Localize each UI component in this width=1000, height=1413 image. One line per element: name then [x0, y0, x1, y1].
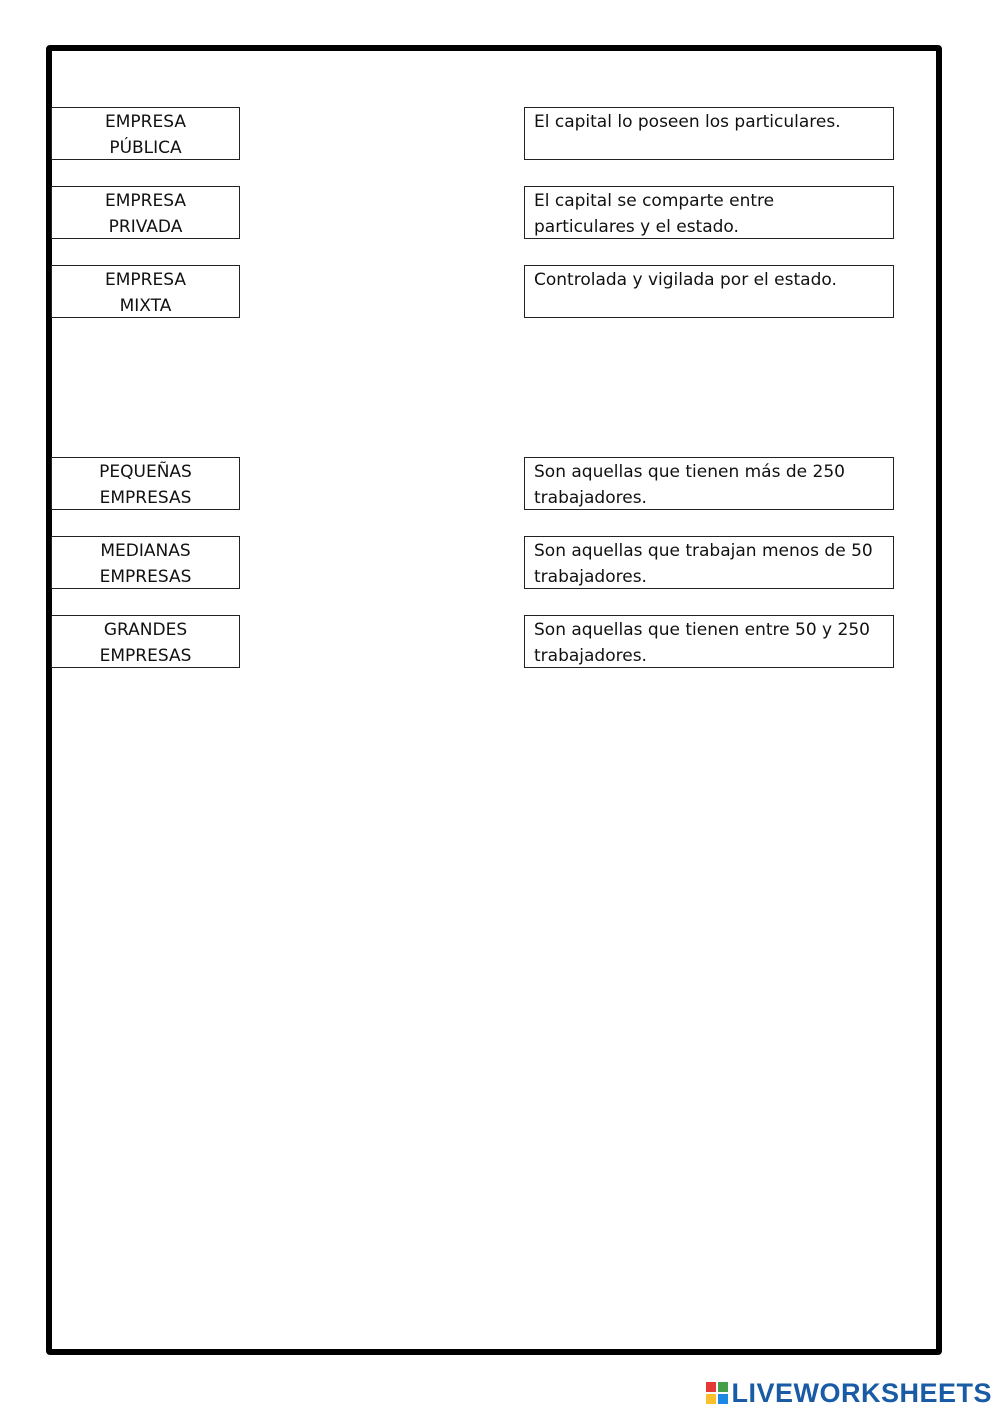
definition-box-entre-50-y-250[interactable]	[524, 615, 894, 668]
term-line: EMPRESA	[105, 270, 186, 290]
definition-line: El capital lo poseen los particulares.	[534, 112, 841, 132]
definition-line: trabajadores.	[534, 488, 647, 508]
term-box-medianas-empresas[interactable]	[51, 536, 240, 589]
term-line: PÚBLICA	[109, 138, 182, 158]
definition-line: Son aquellas que tienen entre 50 y 250	[534, 620, 870, 640]
definition-box-capital-particulares[interactable]	[524, 107, 894, 160]
logo-square	[718, 1394, 728, 1404]
term-line: EMPRESA	[105, 191, 186, 211]
definition-box-menos-de-50[interactable]	[524, 536, 894, 589]
term-line: PEQUEÑAS	[99, 462, 192, 482]
term-line: GRANDES	[103, 620, 188, 640]
definition-line: trabajadores.	[534, 646, 647, 666]
definition-line: Controlada y vigilada por el estado.	[534, 270, 837, 290]
definition-line: Son aquellas que tienen más de 250	[534, 462, 845, 482]
term-line: EMPRESA	[105, 112, 186, 132]
logo-square	[718, 1382, 728, 1392]
term-line: PRIVADA	[108, 217, 183, 237]
term-line: MIXTA	[119, 296, 172, 316]
term-box-empresa-publica[interactable]	[51, 107, 240, 160]
definition-line: El capital se comparte entre	[534, 191, 775, 211]
term-box-empresa-mixta[interactable]	[51, 265, 240, 318]
term-line: EMPRESAS	[99, 646, 192, 666]
logo-square	[706, 1394, 716, 1404]
liveworksheets-logo	[706, 1379, 992, 1407]
definition-box-controlada-estado[interactable]	[524, 265, 894, 318]
definition-box-mas-de-250[interactable]	[524, 457, 894, 510]
term-line: MEDIANAS	[100, 541, 191, 561]
logo-grid-icon	[706, 1382, 728, 1404]
definition-box-capital-compartido[interactable]	[524, 186, 894, 239]
term-box-empresa-privada[interactable]	[51, 186, 240, 239]
term-box-grandes-empresas[interactable]	[51, 615, 240, 668]
term-box-pequenas-empresas[interactable]	[51, 457, 240, 510]
term-line: EMPRESAS	[99, 488, 192, 508]
logo-square	[706, 1382, 716, 1392]
worksheet-frame	[46, 45, 942, 1355]
definition-line: particulares y el estado.	[534, 217, 739, 237]
logo-text: LIVEWORKSHEETS	[731, 1377, 992, 1408]
definition-line: trabajadores.	[534, 567, 647, 587]
definition-line: Son aquellas que trabajan menos de 50	[534, 541, 873, 561]
term-line: EMPRESAS	[99, 567, 192, 587]
